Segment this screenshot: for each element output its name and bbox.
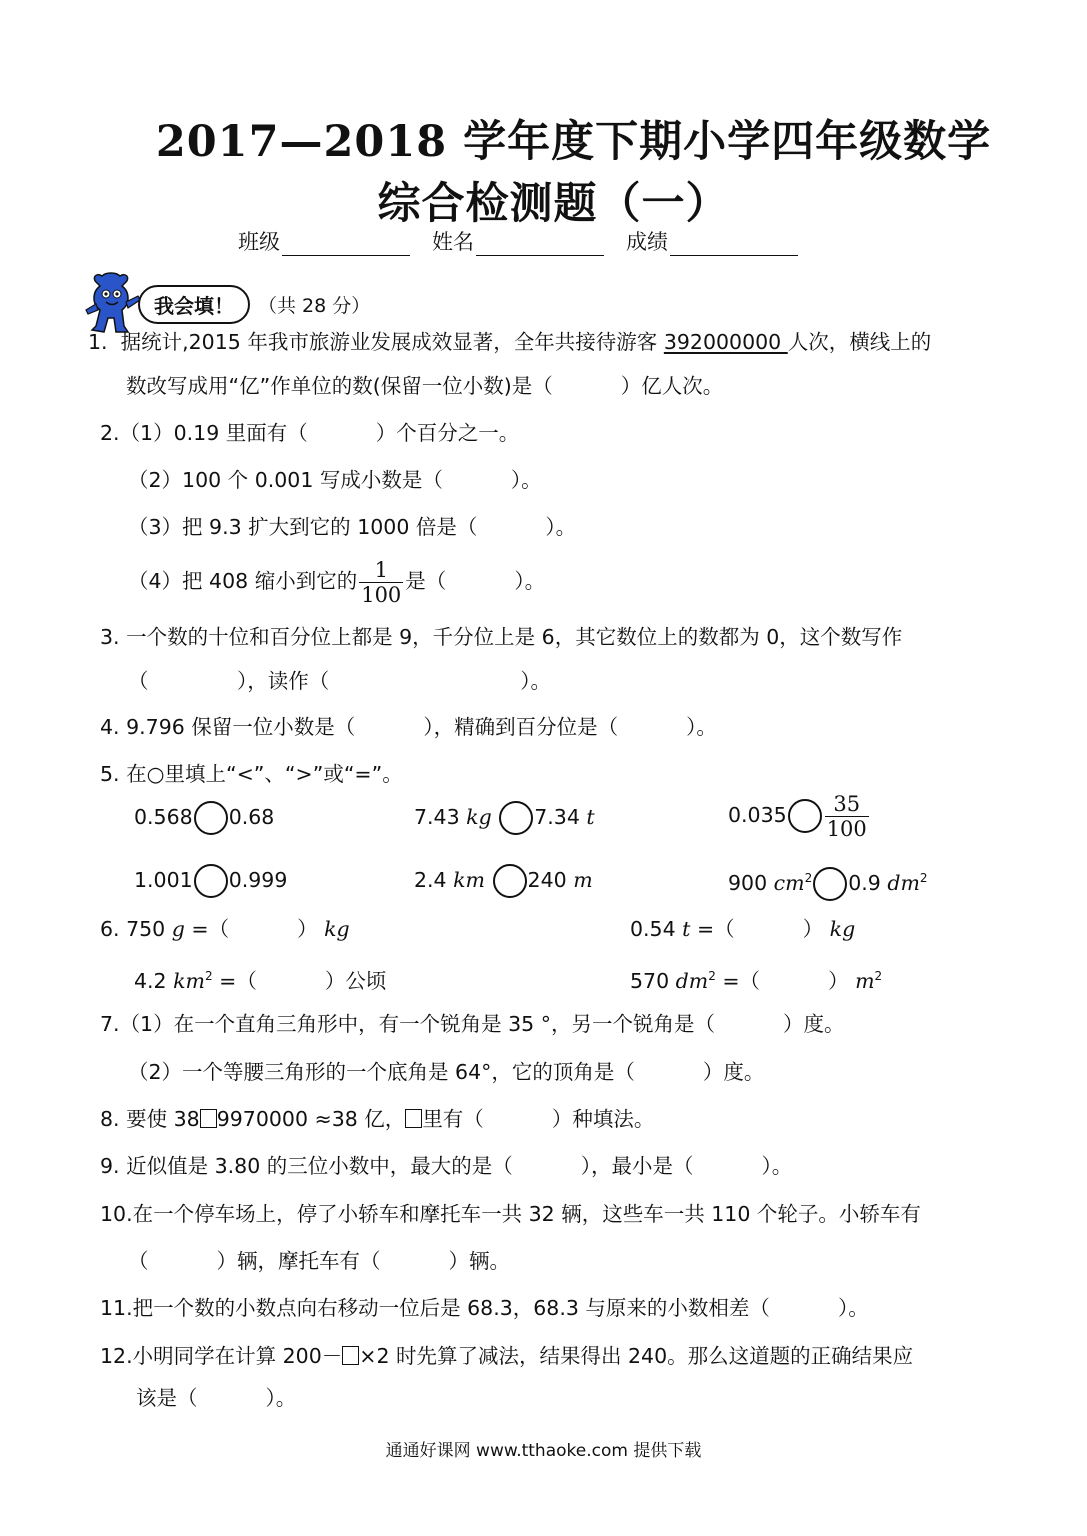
unit: m bbox=[855, 968, 875, 993]
unit: t bbox=[682, 917, 691, 941]
footer-text: 通通好课网 www.tthaoke.com 提供下载 bbox=[385, 1441, 702, 1461]
question-10-line-2: （ ）辆，摩托车有（ ）辆。 bbox=[128, 1249, 511, 1273]
fraction-denominator: 100 bbox=[361, 582, 402, 607]
compare-left: 1.001 bbox=[134, 868, 193, 892]
compare-item bbox=[728, 791, 871, 841]
question-number: 2. bbox=[100, 421, 120, 445]
section-heading: 我会填！ bbox=[138, 285, 250, 324]
exponent: 2 bbox=[804, 871, 813, 885]
question-10 bbox=[100, 1200, 921, 1228]
question-9 bbox=[100, 1152, 792, 1180]
answer-circle[interactable] bbox=[813, 867, 847, 901]
value: 570 bbox=[630, 968, 676, 993]
question-text: 近似值是 3.80 的三位小数中，最大的是（ ），最小是（ ）。 bbox=[126, 1154, 793, 1178]
unit: dm bbox=[675, 968, 709, 993]
unit: kg bbox=[829, 917, 856, 941]
question-text: 人次，横线上的 bbox=[787, 330, 932, 354]
compare-item bbox=[414, 864, 593, 898]
question-1-line-2: 数改写成用“亿”作单位的数(保留一位小数)是（ ）亿人次。 bbox=[126, 374, 724, 398]
question-11 bbox=[100, 1294, 869, 1322]
section-points: （共 28 分） bbox=[258, 294, 371, 317]
compare-left: 900 bbox=[728, 870, 774, 895]
exponent: 2 bbox=[205, 969, 213, 983]
question-8 bbox=[100, 1105, 654, 1133]
question-text: ×2 时先算了减法，结果得出 240。那么这道题的正确结果应 bbox=[359, 1344, 914, 1368]
fraction bbox=[359, 558, 403, 607]
answer-circle[interactable] bbox=[788, 799, 822, 833]
question-2-part-4 bbox=[128, 553, 545, 609]
unit: km bbox=[453, 868, 485, 892]
question-number: 11. bbox=[100, 1296, 133, 1320]
answer-circle[interactable] bbox=[493, 864, 527, 898]
unit: cm bbox=[773, 870, 805, 895]
question-5 bbox=[100, 760, 403, 788]
question-text: （1）0.19 里面有（ ）个百分之一。 bbox=[119, 421, 520, 445]
question-number: 12. bbox=[100, 1344, 133, 1368]
score-field bbox=[626, 226, 798, 256]
question-text: 9.796 保留一位小数是（ ），精确到百分位是（ ）。 bbox=[126, 715, 717, 739]
exponent: 2 bbox=[708, 969, 716, 983]
question-number: 6. bbox=[100, 917, 120, 941]
score-blank bbox=[670, 231, 798, 256]
value: 4.2 bbox=[134, 968, 174, 993]
compare-item bbox=[134, 801, 274, 835]
question-number: 3. bbox=[100, 625, 120, 649]
question-number: 7. bbox=[100, 1012, 120, 1036]
compare-right: 0.9 bbox=[848, 870, 888, 895]
value: 750 bbox=[126, 917, 172, 941]
fraction-denominator: 100 bbox=[826, 816, 867, 841]
question-3-line-2: （ ），读作（ ）。 bbox=[128, 669, 552, 693]
question-text: =（ ） bbox=[184, 917, 325, 941]
question-2-part-2: （2）100 个 0.001 写成小数是（ ）。 bbox=[128, 468, 542, 492]
blank-box bbox=[342, 1346, 359, 1365]
blank-box bbox=[405, 1109, 422, 1128]
page-title: 2017—2018 学年度下期小学四年级数学 bbox=[155, 117, 992, 167]
name-field bbox=[432, 226, 604, 256]
question-text: 小明同学在计算 200－ bbox=[132, 1344, 343, 1368]
compare-item bbox=[134, 864, 287, 898]
question-12-line-2: 该是（ ）。 bbox=[136, 1386, 297, 1410]
compare-right: 0.999 bbox=[228, 868, 288, 892]
question-12 bbox=[100, 1342, 913, 1370]
question-text: （1）在一个直角三角形中，有一个锐角是 35 °，另一个锐角是（ ）度。 bbox=[119, 1012, 845, 1036]
class-field bbox=[238, 226, 410, 256]
question-text: 据统计,2015 年我市旅游业发展成效显著，全年共接待游客 bbox=[120, 330, 664, 354]
compare-item bbox=[728, 864, 928, 901]
question-text: 在一个停车场上，停了小轿车和摩托车一共 32 辆，这些车一共 110 个轮子。小轿车有 bbox=[132, 1202, 921, 1226]
fraction bbox=[825, 792, 869, 841]
name-blank bbox=[476, 231, 604, 256]
compare-right: 0.68 bbox=[228, 805, 275, 829]
question-number: 8. bbox=[100, 1107, 120, 1131]
unit: t bbox=[586, 805, 595, 829]
compare-right: 7.34 bbox=[534, 805, 587, 829]
compare-left: 0.035 bbox=[728, 803, 787, 827]
question-text: 是（ ）。 bbox=[405, 569, 546, 593]
page-subtitle: 综合检测题（一） bbox=[377, 179, 730, 229]
question-number: 1. bbox=[88, 330, 108, 354]
name-label: 姓名 bbox=[432, 230, 474, 254]
fraction-numerator: 1 bbox=[374, 557, 388, 582]
student-info-row bbox=[238, 226, 798, 256]
question-2 bbox=[100, 419, 519, 447]
question-text: =（ ） bbox=[715, 968, 856, 993]
question-6-b bbox=[630, 915, 855, 943]
question-text: 要使 38 bbox=[126, 1107, 200, 1131]
question-3 bbox=[100, 623, 902, 651]
question-7-part-2: （2）一个等腰三角形的一个底角是 64°，它的顶角是（ ）度。 bbox=[128, 1060, 765, 1084]
question-6-d bbox=[630, 962, 882, 995]
question-text: 在○里填上“<”、“>”或“=”。 bbox=[126, 762, 403, 786]
question-6 bbox=[100, 915, 350, 943]
exponent: 2 bbox=[919, 871, 928, 885]
unit: dm bbox=[887, 870, 920, 895]
question-number: 10. bbox=[100, 1202, 133, 1226]
question-text: 一个数的十位和百分位上都是 9，千分位上是 6，其它数位上的数都为 0，这个数写作 bbox=[126, 625, 903, 649]
unit: km bbox=[173, 968, 205, 993]
question-number: 4. bbox=[100, 715, 120, 739]
compare-item bbox=[414, 801, 595, 835]
unit: g bbox=[171, 917, 185, 941]
compare-left: 7.43 bbox=[414, 805, 467, 829]
answer-circle[interactable] bbox=[194, 864, 228, 898]
question-text: 里有（ ）种填法。 bbox=[422, 1107, 655, 1131]
question-text: =（ ）公顷 bbox=[212, 968, 387, 993]
answer-circle[interactable] bbox=[194, 801, 228, 835]
compare-left: 0.568 bbox=[134, 805, 193, 829]
compare-left: 2.4 bbox=[414, 868, 454, 892]
question-7 bbox=[100, 1010, 845, 1038]
unit: kg bbox=[324, 917, 350, 941]
unit: m bbox=[573, 868, 593, 892]
question-2-part-3: （3）把 9.3 扩大到它的 1000 倍是（ ）。 bbox=[128, 515, 577, 539]
question-4 bbox=[100, 713, 717, 741]
value: 0.54 bbox=[630, 917, 683, 941]
exponent: 2 bbox=[874, 969, 883, 983]
question-number: 9. bbox=[100, 1154, 120, 1178]
fraction-numerator: 35 bbox=[833, 791, 861, 816]
question-text: 把一个数的小数点向右移动一位后是 68.3，68.3 与原来的小数相差（ ）。 bbox=[132, 1296, 869, 1320]
underlined-number: 392000000 bbox=[663, 330, 788, 354]
class-blank bbox=[282, 231, 410, 256]
question-number: 5. bbox=[100, 762, 120, 786]
class-label: 班级 bbox=[238, 230, 280, 254]
answer-circle[interactable] bbox=[499, 801, 533, 835]
question-6-c bbox=[134, 962, 386, 995]
compare-right: 240 bbox=[527, 868, 574, 892]
blank-box bbox=[200, 1109, 217, 1128]
question-text: =（ ） bbox=[690, 917, 830, 941]
question-text: 9970000 ≈38 亿， bbox=[216, 1107, 406, 1131]
score-label: 成绩 bbox=[626, 230, 668, 254]
question-text: （4）把 408 缩小到它的 bbox=[128, 569, 358, 593]
question-1 bbox=[88, 328, 931, 356]
unit: kg bbox=[466, 805, 492, 829]
